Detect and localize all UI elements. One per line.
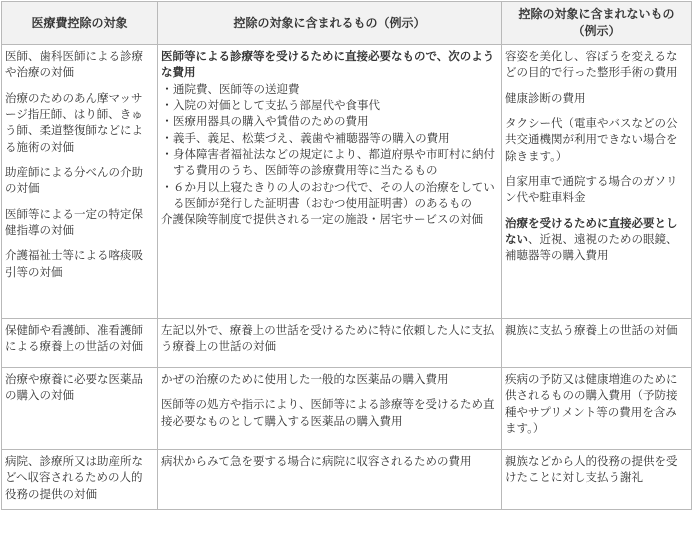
cell-target-admission: 病院、診療所又は助産所などへ収容されるための人的役務の提供の対価: [2, 450, 158, 510]
included-lead-text: 医師等による診療等を受けるために直接必要なもので、次のような費用: [161, 49, 495, 80]
list-item: [161, 146, 498, 179]
list-item-text: 身体障害者福祉法などの規定により、都道府県や市町村に納付する費用のうち、医師等の診療費用等に当たるもの: [173, 147, 495, 178]
cell-excluded-medicine: 疾病の予防又は健康増進のために供されるものの購入費用（予防接種やサプリメント等の費用を含みます。）: [502, 368, 692, 450]
excluded-item-emphasis: [505, 215, 688, 264]
bullet-glyph: ・: [161, 114, 173, 129]
cell-included-medical: [158, 45, 502, 319]
target-item: 医師、歯科医師による診療や治療の対価: [5, 49, 143, 80]
bullet-glyph: ・: [161, 179, 173, 194]
list-item: [161, 97, 498, 113]
included-items-list: [161, 81, 498, 212]
header-excluded-line1: 控除の対象に含まれないもの: [518, 7, 675, 21]
bullet-glyph: ・: [161, 147, 173, 162]
list-item-text: ６か月以上寝たきりの人のおむつ代で、その人の治療をしている医師が発行した証明書（おむつ使用証明書）のあるもの: [173, 179, 495, 211]
cell-target-medicine: 治療や療養に必要な医薬品の購入の対価: [2, 368, 158, 450]
excluded-rest-text: 、近視、遠視のための眼鏡、補聴器等の購入費用: [505, 232, 678, 263]
table-row: [2, 450, 692, 510]
target-item: 治療のためのあん摩マッサージ指圧師、はり師、きゅう師、柔道整復師などによる施術の対価: [5, 90, 143, 154]
list-item: [161, 179, 498, 212]
excluded-emphasis-text: 治療を受けるために直接必要としない: [505, 215, 678, 247]
included-medicine-b: 医師等の処方や指示により、医師等による診療等を受けるため直接必要なものとして購入する医薬品の購入費用: [161, 397, 495, 428]
target-item: 医師等による一定の特定保健指導の対価: [5, 206, 143, 238]
included-extra-text: 介護保険等制度で提供される一定の施設・居宅サービスの対価: [161, 212, 483, 227]
cell-excluded-admission: 親族などから人的役務の提供を受けたことに対し支払う謝礼: [502, 450, 692, 510]
cell-included-medicine: [158, 368, 502, 450]
header-excluded-line2: （例示）: [572, 24, 621, 39]
list-item-text: 義手、義足、松葉づえ、義歯や補聴器等の購入の費用: [173, 130, 450, 145]
list-item: [161, 113, 498, 129]
header-row: [2, 2, 692, 45]
excluded-item: タクシー代（電車やバスなどの公共交通機関が利用できない場合を除きます。）: [505, 116, 678, 163]
target-item: 助産師による分べんの介助の対価: [5, 165, 143, 196]
list-item-text: 入院の対価として支払う部屋代や食事代: [173, 98, 380, 113]
cell-target-nursing: 保健師や看護師、准看護師による療養上の世話の対価: [2, 319, 158, 368]
table-row: [2, 45, 692, 319]
cell-target-medical: [2, 45, 158, 319]
bullet-glyph: ・: [161, 98, 173, 113]
list-item-text: 通院費、医師等の送迎費: [173, 81, 300, 96]
excluded-item: 容姿を美化し、容ぼうを変えるなどの目的で行った整形手術の費用: [505, 49, 678, 80]
table-row: [2, 368, 692, 450]
bullet-glyph: ・: [161, 130, 173, 145]
list-item: [161, 130, 498, 146]
cell-excluded-nursing: 親族に支払う療養上の世話の対価: [502, 319, 692, 368]
bullet-glyph: ・: [161, 81, 173, 96]
list-item: [161, 81, 498, 97]
excluded-item: 健康診断の費用: [505, 90, 586, 105]
list-item-text: 医療用器具の購入や賃借のための費用: [173, 114, 369, 129]
included-medicine-a: かぜの治療のために使用した一般的な医薬品の購入費用: [161, 372, 449, 387]
cell-included-nursing: 左記以外で、療養上の世話を受けるために特に依頼した人に支払う療養上の世話の対価: [158, 319, 502, 368]
header-deduction-target: 医療費控除の対象: [2, 2, 158, 45]
target-item: 介護福祉士等による喀痰吸引等の対価: [5, 248, 143, 279]
medical-deduction-table: [1, 1, 692, 510]
cell-excluded-medical: [502, 45, 692, 319]
header-excluded-examples: [502, 2, 692, 45]
table-row: [2, 319, 692, 368]
excluded-item: 自家用車で通院する場合のガソリン代や駐車料金: [505, 174, 678, 205]
cell-included-admission: 病状からみて急を要する場合に病院に収容されるための費用: [158, 450, 502, 510]
header-included-examples: 控除の対象に含まれるもの（例示）: [158, 2, 502, 45]
